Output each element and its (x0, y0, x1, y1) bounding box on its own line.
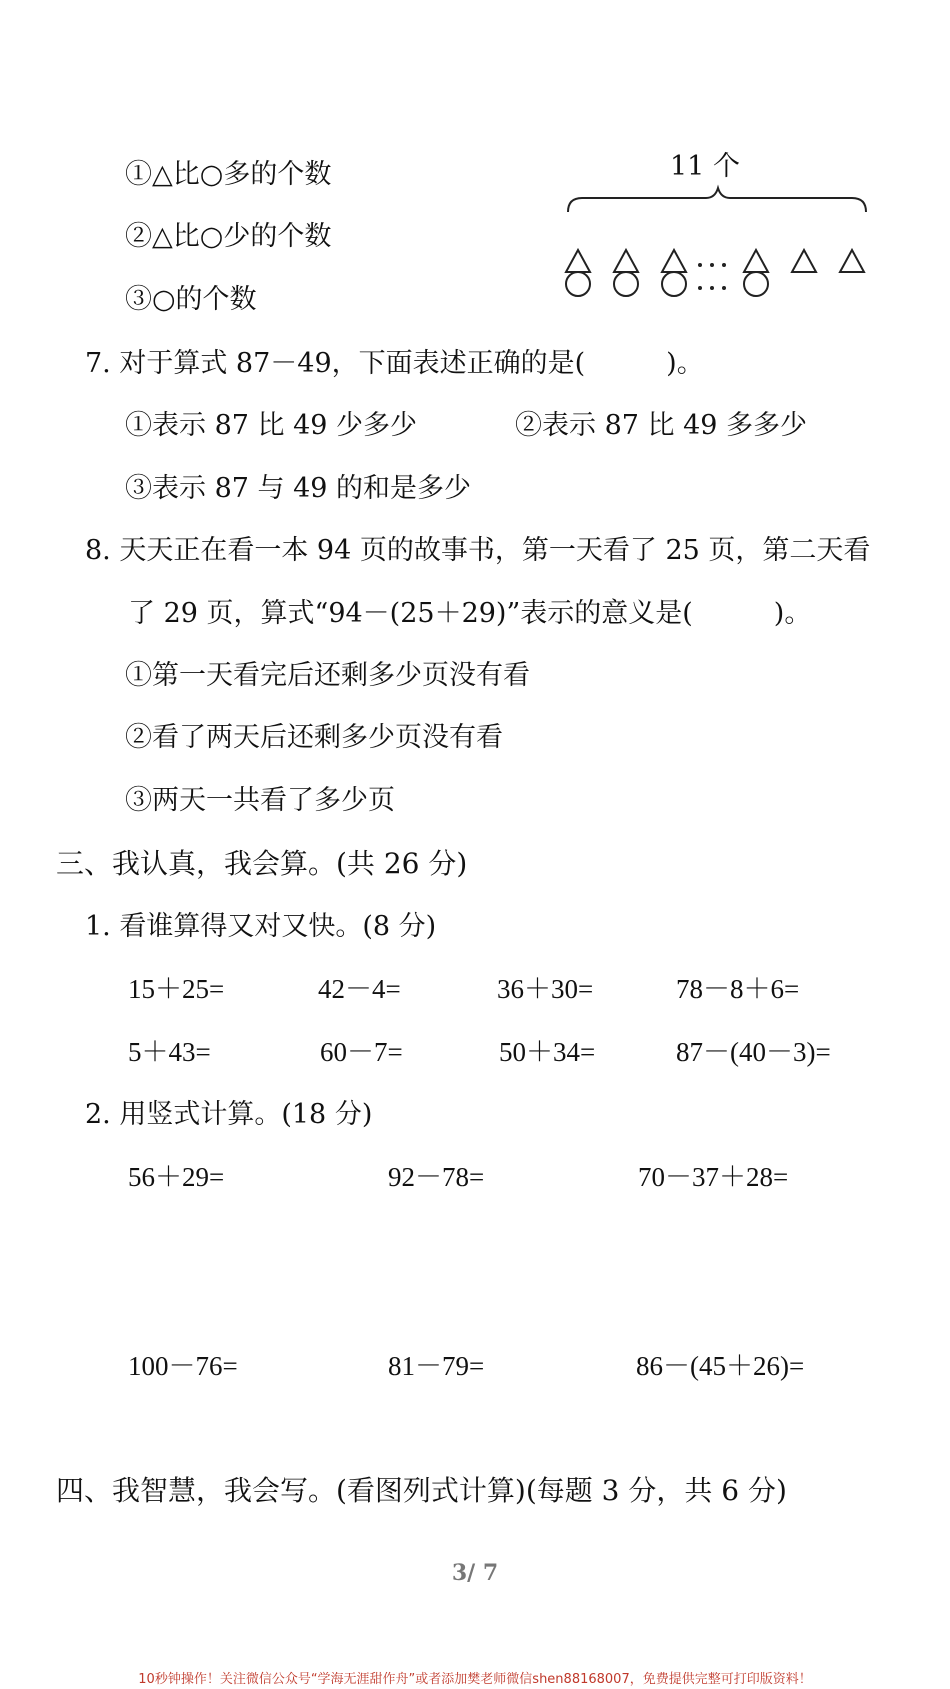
section-3-q1-title: 1. 看谁算得又对又快。(8 分) (85, 911, 437, 942)
triangle-icon (566, 250, 590, 272)
triangle-row (566, 250, 864, 272)
q1-expression: 87－(40－3)= (676, 1037, 831, 1067)
triangle-icon (614, 250, 638, 272)
q2-expression: 81－79= (388, 1351, 485, 1381)
triangles-circles-figure (560, 150, 880, 305)
q1-expression: 60－7= (320, 1037, 403, 1067)
q8-option-3: ③两天一共看了多少页 (125, 785, 395, 816)
q2-expression: 100－76= (128, 1351, 238, 1381)
q1-expression: 36＋30= (497, 974, 594, 1004)
circle-icon (566, 272, 590, 296)
q7-option-3: ③表示 87 与 49 的和是多少 (125, 473, 472, 504)
figure-count-label: 11 个 (670, 151, 740, 182)
q1-expression: 15＋25= (128, 974, 225, 1004)
q6-option-1: ①△比○多的个数 (125, 159, 332, 190)
footer-promo-text: 10秒钟操作！关注微信公众号“学海无涯甜作舟”或者添加樊老师微信shen88168007，免费提供完整可打印版资料！ (138, 1672, 812, 1687)
q6-option-3: ③○的个数 (125, 284, 257, 315)
q7-option-1: ①表示 87 比 49 少多少 (125, 410, 418, 441)
section-3-title: 三、我认真，我会算。(共 26 分) (56, 847, 468, 880)
q1-expression: 50＋34= (499, 1037, 596, 1067)
triangle-icon (840, 250, 864, 272)
circle-icon (662, 272, 686, 296)
triangle-icon (662, 250, 686, 272)
triangle-ellipsis (698, 263, 726, 267)
q2-expression: 86－(45＋26)= (636, 1351, 805, 1381)
q2-expression: 92－78= (388, 1162, 485, 1192)
q1-expression: 5＋43= (128, 1037, 211, 1067)
section-3-q2-title: 2. 用竖式计算。(18 分) (85, 1099, 373, 1130)
circle-ellipsis (698, 286, 726, 290)
triangle-icon (792, 250, 816, 272)
triangle-icon (744, 250, 768, 272)
q8-stem-line1: 8. 天天正在看一本 94 页的故事书，第一天看了 25 页，第二天看 (85, 535, 871, 566)
circle-row (566, 272, 768, 296)
q7-option-2: ②表示 87 比 49 多多少 (515, 410, 808, 441)
q8-option-2: ②看了两天后还剩多少页没有看 (125, 722, 503, 753)
q2-expression: 70－37＋28= (638, 1162, 789, 1192)
circle-icon (614, 272, 638, 296)
q1-expression: 78－8＋6= (676, 974, 800, 1004)
q8-stem-line2: 了 29 页，算式“94－(25＋29)”表示的意义是( )。 (128, 598, 812, 629)
q2-expression: 56＋29= (128, 1162, 225, 1192)
q8-option-1: ①第一天看完后还剩多少页没有看 (125, 660, 530, 691)
section-4-title: 四、我智慧，我会写。(看图列式计算)(每题 3 分，共 6 分) (56, 1474, 787, 1507)
q7-stem: 7. 对于算式 87－49，下面表述正确的是( )。 (85, 348, 704, 379)
q6-option-2: ②△比○少的个数 (125, 221, 332, 252)
page-number: 3/ 7 (451, 1560, 499, 1586)
brace (568, 188, 866, 212)
q1-expression: 42－4= (318, 974, 401, 1004)
circle-icon (744, 272, 768, 296)
